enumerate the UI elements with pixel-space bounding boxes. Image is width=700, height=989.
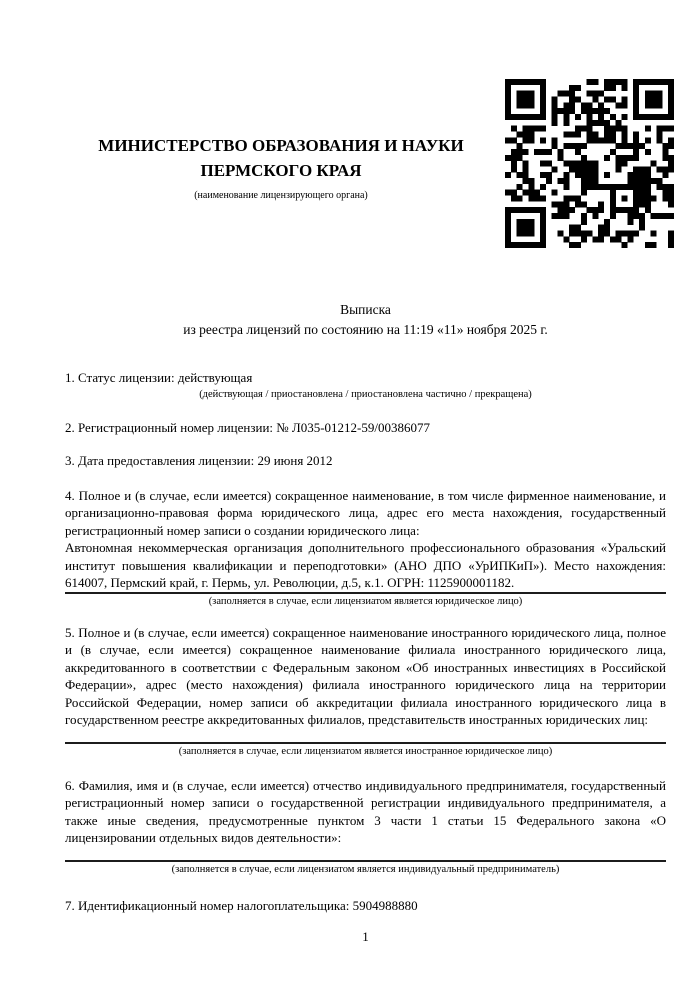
section-license-status [65, 369, 666, 401]
title-line: Выписка [340, 302, 391, 317]
license-status-variants: (действующая / приостановлена / приостановлена частично / прекращена) [199, 388, 532, 400]
page-number: 1 [362, 929, 369, 944]
fill-line [65, 742, 666, 744]
section-individual-entrepreneur-info [65, 777, 666, 876]
empty-value-line [65, 847, 666, 860]
legal-entity-caption: (заполняется в случае, если лицензиатом является юридическое лицо) [208, 595, 523, 607]
foreign-entity-question: 5. Полное и (в случае, если имеется) сокращенное наименование иностранного юридического лица, полное и (в случае, если имеется) сокращенное наименование филиала иностранного юридического лица, аккредитованного в соответствии с Федеральным законом «Об иностранных инвестициях в Российской Федерации», адрес (место нахождения) филиала иностранного юридического лица на территории Российской Федерации, номер записи об аккредитации филиала иностранного юридического лица в государственном реестре аккредитованных филиалов, представительств иностранных юридических лиц: [65, 624, 666, 727]
fill-line [65, 592, 666, 594]
empty-value-line [65, 729, 666, 742]
taxpayer-number-text: 7. Идентификационный номер налогоплательщика: 5904988880 [65, 897, 418, 913]
qr-code-icon [505, 79, 674, 248]
ministry-name-line1: МИНИСТЕРСТВО ОБРАЗОВАНИЯ И НАУКИ [98, 136, 464, 155]
document-body [65, 369, 666, 946]
title-date-line: из реестра лицензий по состоянию на 11:19 «11» ноября 2025 г. [183, 321, 548, 337]
fill-line [65, 860, 666, 862]
legal-entity-value: Автономная некоммерческая организация дополнительного профессионального образования «Уральский институт повышения квалификации и переподготовки» (АНО ДПО «УрИПКиП»). Место нахождения: 614007, Пермский край, г. Пермь, ул. Революции, д.5, к.1. ОГРН: 1125900001182. [65, 540, 666, 590]
individual-entrepreneur-caption: (заполняется в случае, если лицензиатом является индивидуальный предприниматель) [171, 863, 560, 875]
licensing-authority-caption: (наименование лицензирующего органа) [194, 190, 368, 201]
document-title [65, 300, 666, 339]
section-legal-entity-info [65, 487, 666, 608]
ministry-name-line2: ПЕРМСКОГО КРАЯ [200, 161, 362, 180]
registration-number-text: 2. Регистрационный номер лицензии: № Л035-01212-59/00386077 [65, 419, 431, 435]
section-grant-date [65, 452, 666, 470]
legal-entity-question: 4. Полное и (в случае, если имеется) сокращенное наименование, в том числе фирменное наименование, и организационно-правовая форма юридического лица, адрес его места нахождения, государственный регистрационный номер записи о создании юридического лица: [65, 487, 666, 538]
section-foreign-entity-info [65, 624, 666, 758]
foreign-entity-caption: (заполняется в случае, если лицензиатом является иностранное юридическое лицо) [178, 745, 553, 757]
licensing-authority-header [65, 133, 497, 202]
section-registration-number [65, 419, 666, 437]
individual-entrepreneur-question: 6. Фамилия, имя и (в случае, если имеется) отчество индивидуального предпринимателя, государственный регистрационный номер записи о государственной регистрации индивидуального предпринимателя, а также иные сведения, предусмотренные пунктом 3 части 1 статьи 15 Федерального закона «О лицензировании отдельных видов деятельности»: [65, 777, 666, 845]
section-taxpayer-number [65, 897, 666, 915]
grant-date-text: 3. Дата предоставления лицензии: 29 июня 2012 [65, 453, 333, 468]
license-status-text: 1. Статус лицензии: действующая [65, 370, 253, 385]
